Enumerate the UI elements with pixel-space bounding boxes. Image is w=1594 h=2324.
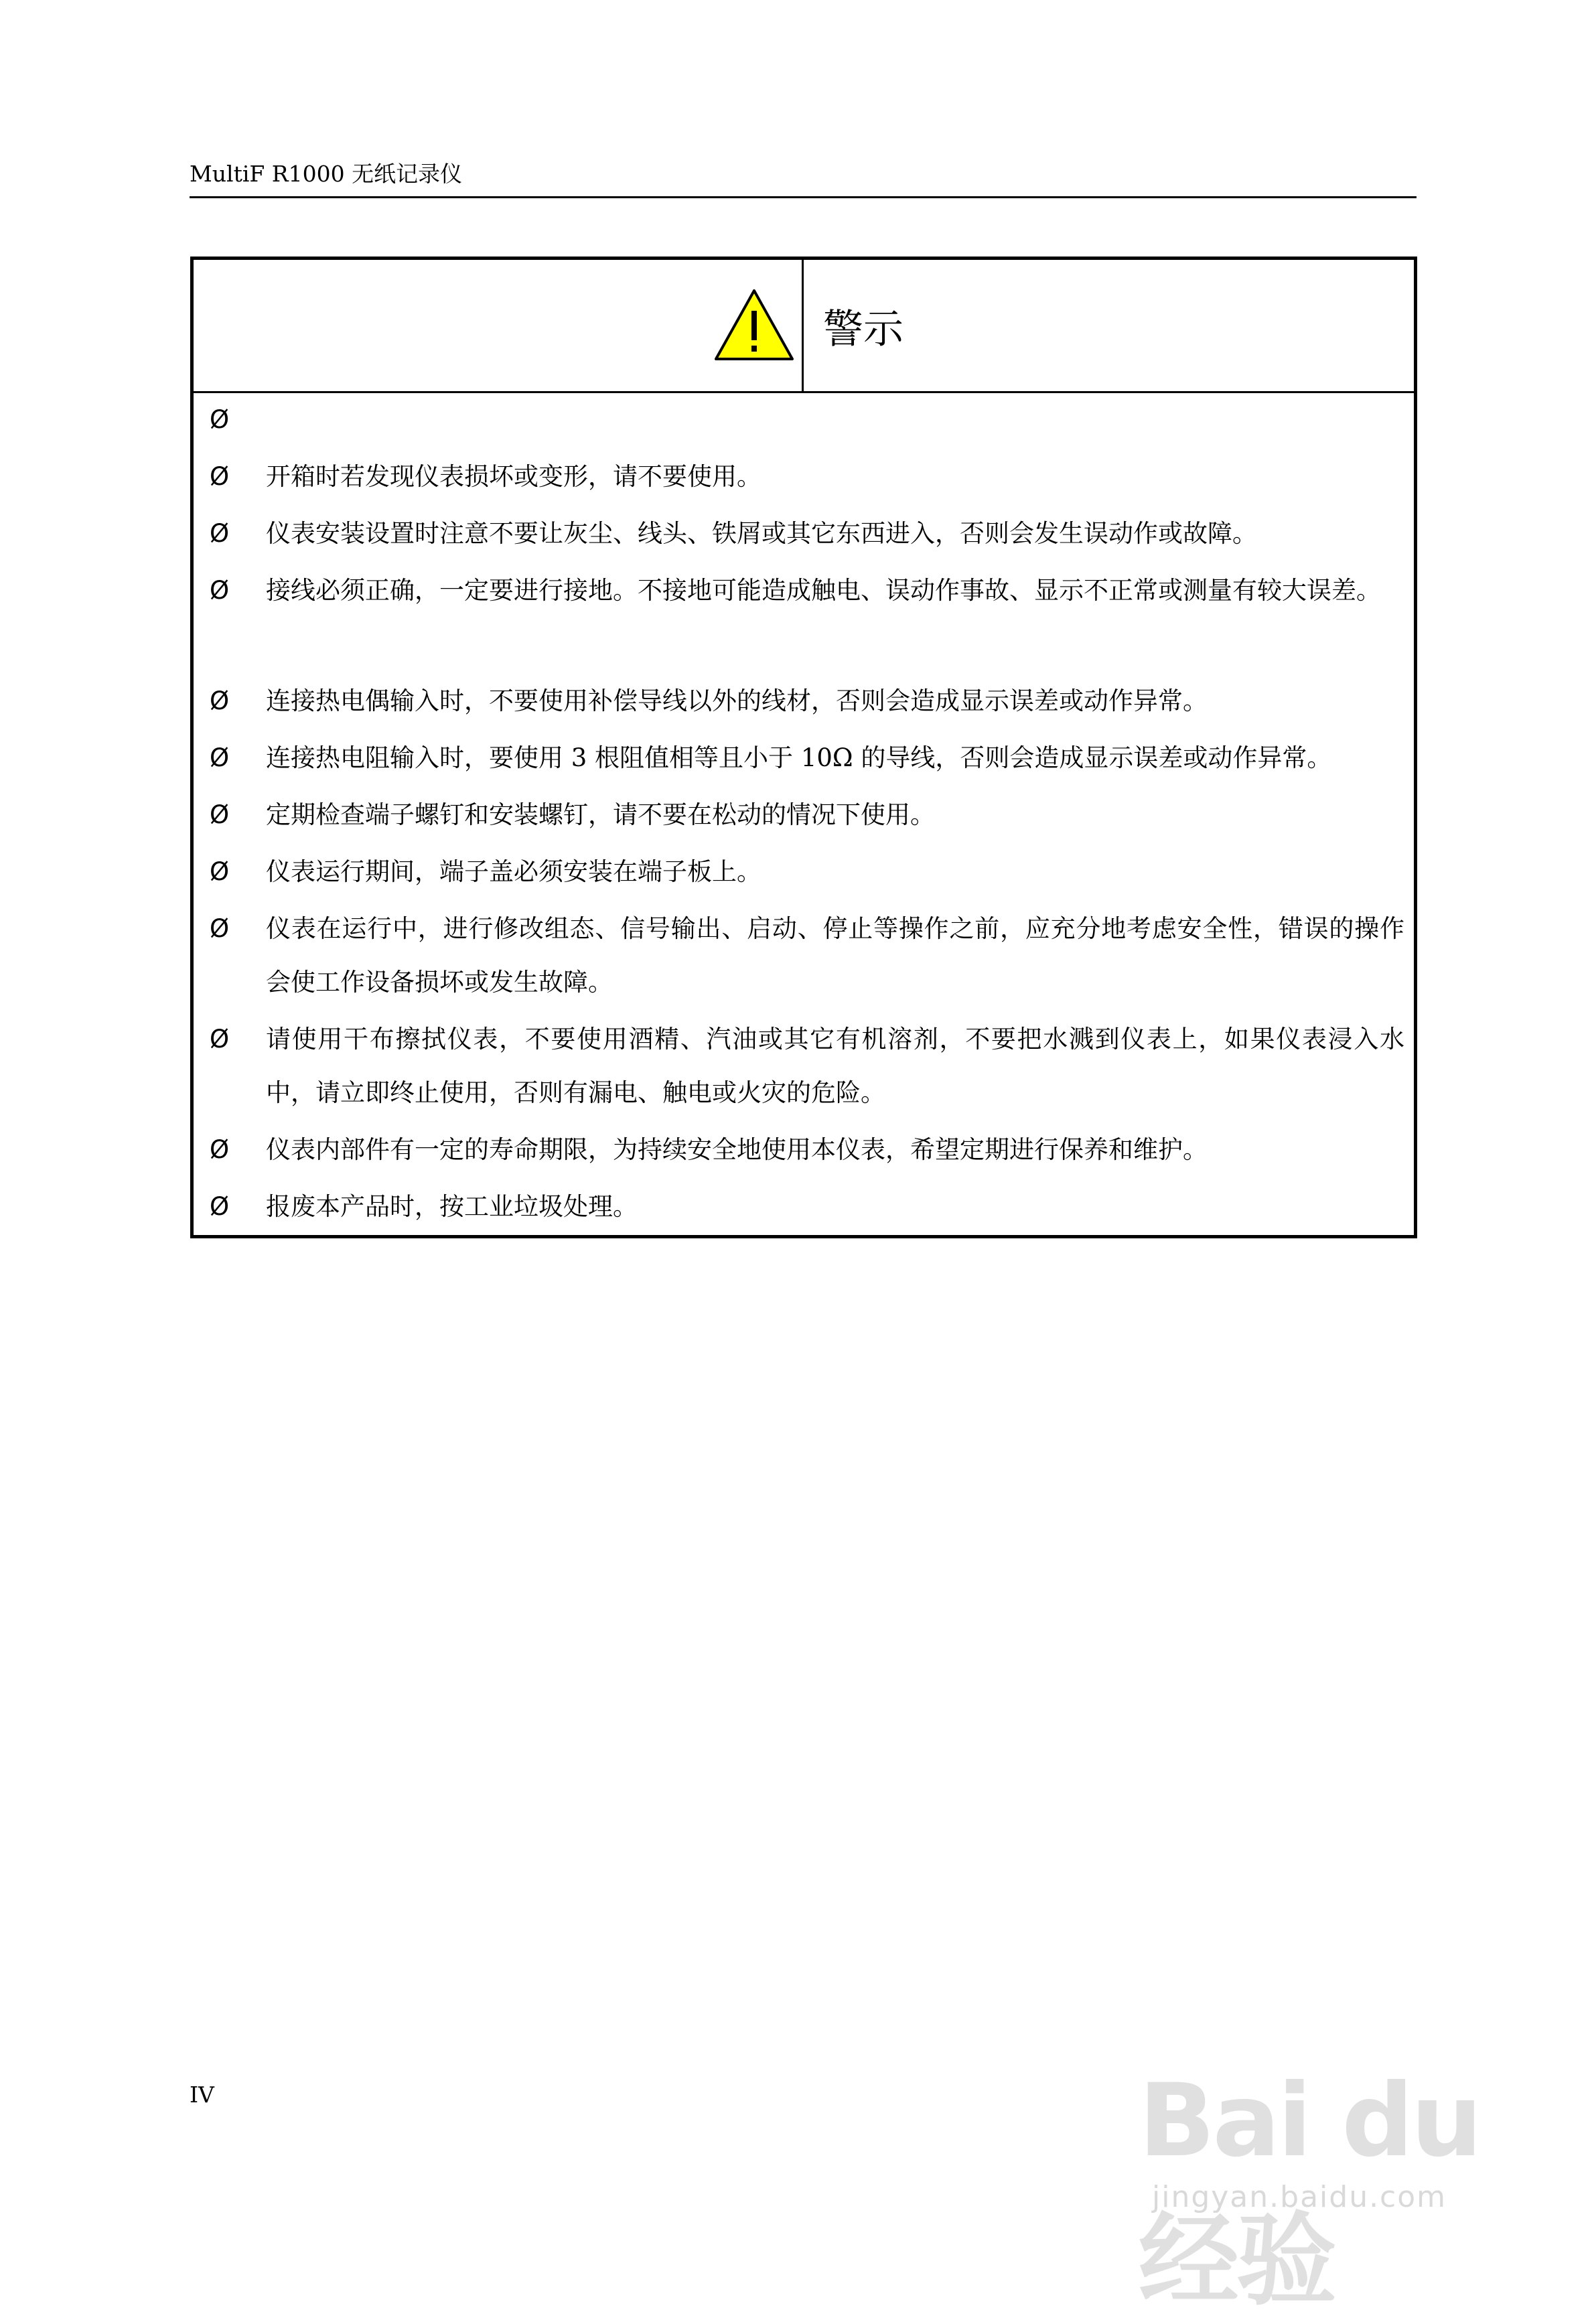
list-item-text: 报废本产品时，按工业垃圾处理。 xyxy=(266,1192,638,1221)
list-item-text: 请使用干布擦拭仪表，不要使用酒精、汽油或其它有机溶剂，不要把水溅到仪表上，如果仪表浸入水中，请立即终止使用，否则有漏电、触电或火灾的危险。 xyxy=(266,1025,1404,1107)
header-rule xyxy=(190,196,1417,198)
bullet-icon: Ø xyxy=(210,405,230,434)
bullet-icon: Ø xyxy=(210,800,230,829)
warning-triangle-icon xyxy=(713,288,795,362)
bullet-icon: Ø xyxy=(210,857,230,886)
warning-title: 警示 xyxy=(823,306,903,353)
list-item-text: 仪表内部件有一定的寿命期限，为持续安全地使用本仪表，希望定期进行保养和维护。 xyxy=(266,1135,1208,1164)
document-header-title: MultiF R1000 无纸记录仪 xyxy=(190,161,463,187)
list-item-text: 接线必须正确，一定要进行接地。不接地可能造成触电、误动作事故、显示不正常或测量有较大误差。 xyxy=(266,576,1381,605)
list-item-text: 仪表安装设置时注意不要让灰尘、线头、铁屑或其它东西进入，否则会发生误动作或故障。 xyxy=(266,519,1257,548)
bullet-icon: Ø xyxy=(210,576,230,605)
bullet-icon: Ø xyxy=(210,743,230,772)
warning-header xyxy=(194,260,1414,393)
warning-box xyxy=(190,257,1417,1238)
bullet-icon: Ø xyxy=(210,519,230,548)
warning-header-divider xyxy=(802,260,804,391)
page-number: IV xyxy=(190,2082,214,2108)
bullet-icon: Ø xyxy=(210,914,230,943)
bullet-icon: Ø xyxy=(210,1135,230,1164)
list-item-text: 仪表在运行中，进行修改组态、信号输出、启动、停止等操作之前，应充分地考虑安全性，错误的操作会使工作设备损坏或发生故障。 xyxy=(266,914,1404,997)
bullet-icon: Ø xyxy=(210,1025,230,1054)
bullet-icon: Ø xyxy=(210,686,230,715)
bullet-icon: Ø xyxy=(210,462,230,491)
list-item-text: 仪表运行期间，端子盖必须安装在端子板上。 xyxy=(266,857,762,886)
list-item-text: 连接热电阻输入时，要使用 3 根阻值相等且小于 10Ω 的导线，否则会造成显示误差或动作异常。 xyxy=(266,743,1332,772)
list-item-text: 定期检查端子螺钉和安装螺钉，请不要在松动的情况下使用。 xyxy=(266,800,935,829)
watermark-url: jingyan.baidu.com xyxy=(1152,2180,1447,2214)
bullet-icon: Ø xyxy=(210,1192,230,1221)
list-item-text: 开箱时若发现仪表损坏或变形，请不要使用。 xyxy=(266,462,762,491)
watermark-brand: Bai du 经验 xyxy=(1139,2063,1480,2319)
list-item-text: 连接热电偶输入时，不要使用补偿导线以外的线材，否则会造成显示误差或动作异常。 xyxy=(266,686,1208,715)
